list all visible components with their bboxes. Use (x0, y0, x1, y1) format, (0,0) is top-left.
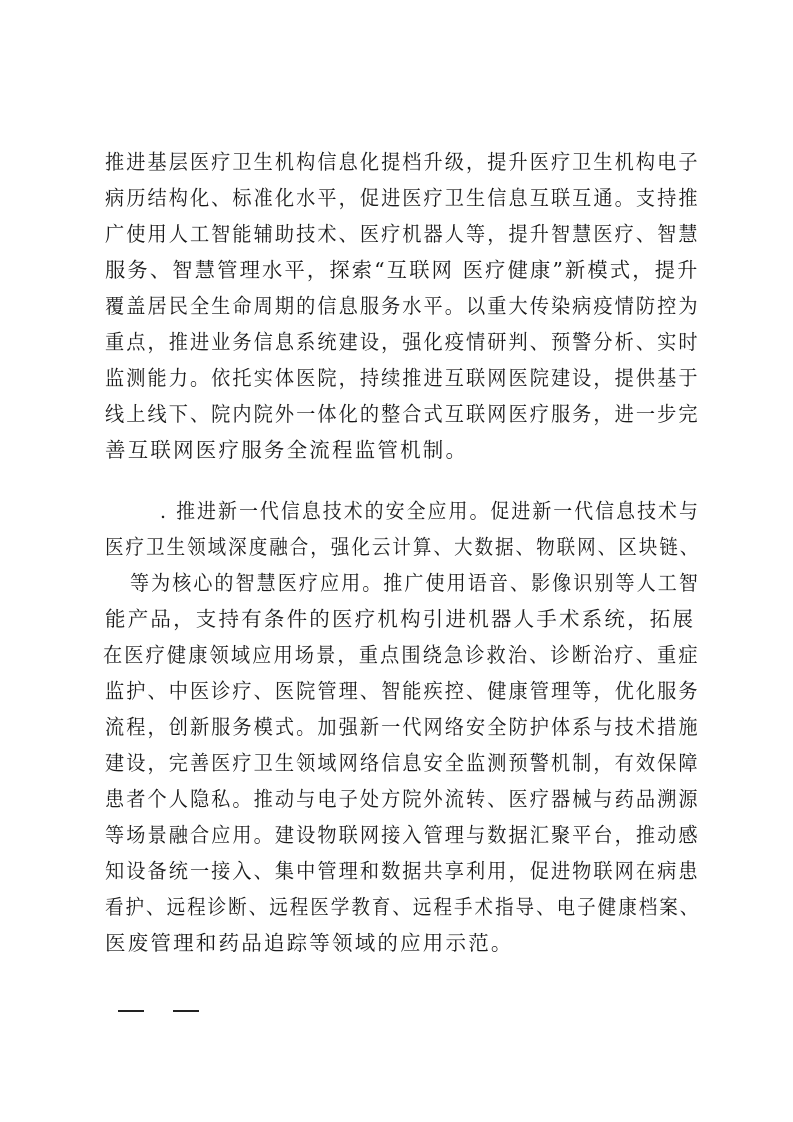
text-line-17: 建设，完善医疗卫生领域网络信息安全监测预警机制，有效保障 (105, 751, 700, 775)
page-number-dash-right (173, 1010, 199, 1012)
text-line-13: 能产品，支持有条件的医疗机构引进机器人手术系统，拓展 (105, 607, 696, 631)
text-line-4: 服务、智慧管理水平，探索“互联网 医疗健康”新模式，提升 (105, 258, 700, 282)
text-line-7: 监测能力。依托实体医院，持续推进互联网医院建设，提供基于 (105, 366, 700, 390)
text-line-2: 病历结构化、标准化水平，促进医疗卫生信息互联互通。支持推 (105, 186, 700, 210)
text-line-18: 患者个人隐私。推动与电子处方院外流转、医疗器械与药品溯源 (105, 787, 700, 811)
text-line-9: 善互联网医疗服务全流程监管机制。 (105, 438, 469, 462)
text-line-14: 在医疗健康领域应用场景，重点围绕急诊救治、诊断治疗、重症 (103, 643, 700, 667)
text-line-22: 医废管理和药品追踪等领域的应用示范。 (105, 931, 514, 955)
text-line-15: 监护、中医诊疗、医院管理、智能疾控、健康管理等，优化服务 (105, 679, 700, 703)
text-line-21: 看护、远程诊断、远程医学教育、远程手术指导、电子健康档案、 (105, 895, 701, 919)
text-line-8: 线上线下、院内院外一体化的整合式互联网医疗服务，进一步完 (105, 402, 700, 426)
section-heading-line: . 推进新一代信息技术的安全应用。促进新一代信息技术与 (160, 499, 700, 523)
page-number-dash-left (118, 1010, 144, 1012)
text-line-6: 重点，推进业务信息系统建设，强化疫情研判、预警分析、实时 (105, 330, 700, 354)
text-line-5: 覆盖居民全生命周期的信息服务水平。以重大传染病疫情防控为 (105, 294, 700, 318)
text-line-20: 知设备统一接入、集中管理和数据共享利用，促进物联网在病患 (105, 859, 700, 883)
text-line-1: 推进基层医疗卫生机构信息化提档升级，提升医疗卫生机构电子 (105, 150, 700, 174)
text-line-19: 等场景融合应用。建设物联网接入管理与数据汇聚平台，推动感 (105, 823, 700, 847)
text-line-3: 广使用人工智能辅助技术、医疗机器人等，提升智慧医疗、智慧 (105, 222, 700, 246)
text-line-16: 流程，创新服务模式。加强新一代网络安全防护体系与技术措施 (105, 715, 700, 739)
text-line-11: 医疗卫生领域深度融合，强化云计算、大数据、物联网、区块链、 (105, 535, 701, 559)
text-line-12: 等为核心的智慧医疗应用。推广使用语音、影像识别等人工智 (130, 571, 700, 595)
